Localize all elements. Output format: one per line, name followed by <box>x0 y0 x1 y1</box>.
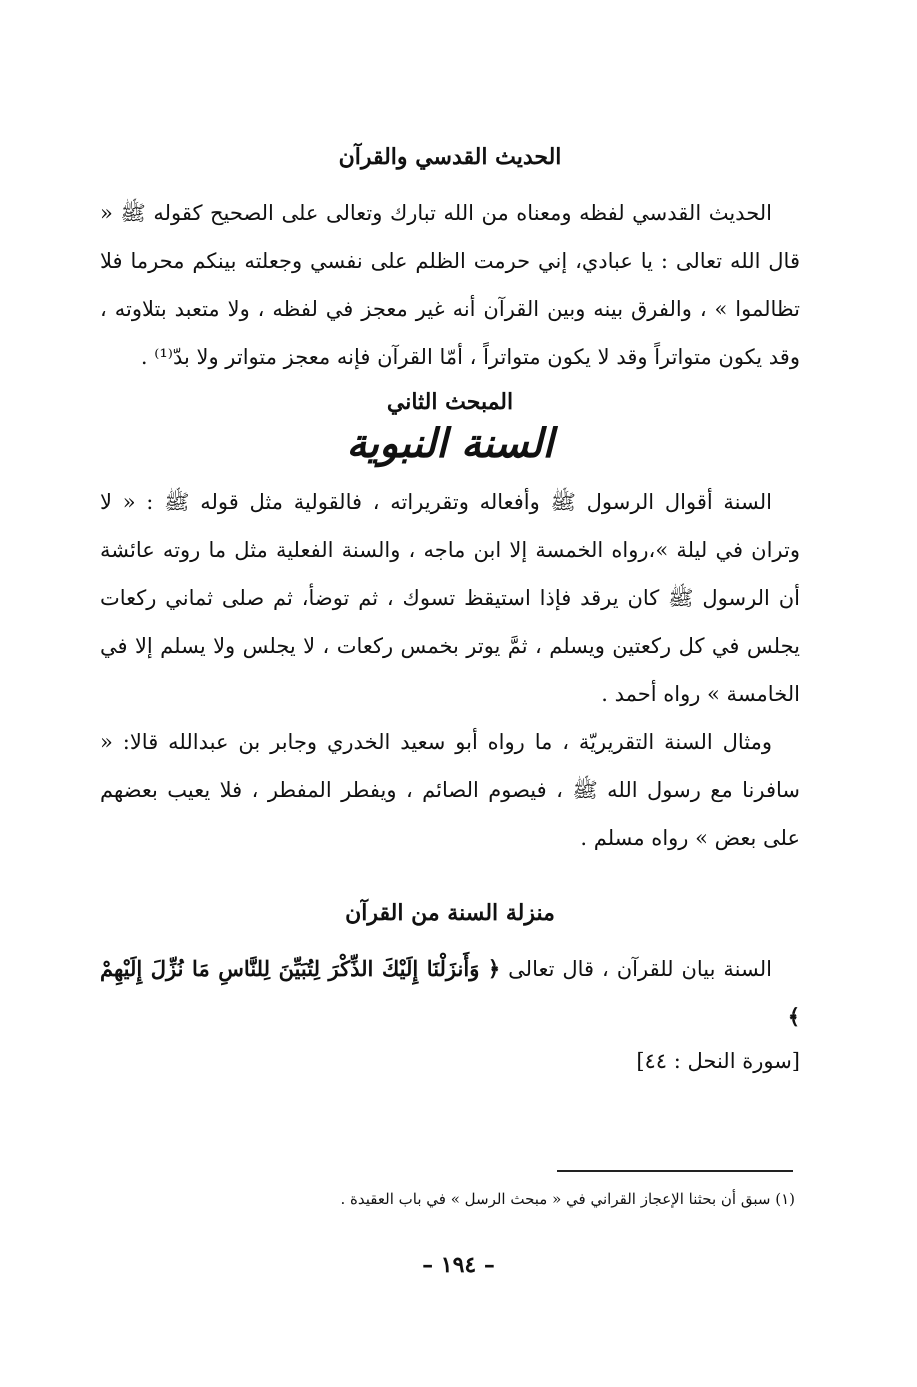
paragraph-sunnah-taqririyya: ومثال السنة التقريريّة ، ما رواه أبو سعيد الخدري وجابر بن عبدالله قالا: « سافرنا مع رسول الله ﷺ ، فيصوم الصائم ، ويفطر المفطر ، فلا يعيب بعضهم على بعض » رواه مسلم . <box>100 729 800 850</box>
sunnah-status-intro: السنة بيان للقرآن ، قال تعالى <box>508 957 772 982</box>
footnote: (١) سبق أن بحثنا الإعجاز القراني في « مبحث الرسل » في باب العقيدة . <box>340 1190 795 1208</box>
footnote-divider <box>557 1170 793 1172</box>
paragraph-hadith-qudsi: الحديث القدسي لفظه ومعناه من الله تبارك وتعالى على الصحيح كقوله ﷺ « قال الله تعالى : يا عبادي، إني حرمت الظلم على نفسي وجعلته بينكم محرما فلا تظالموا » ، والفرق بينه وبين القرآن أنه غير معجز في لفظه ، ولا متعبد بتلاوته ، وقد يكون متواتراً وقد لا يكون متواتراً ، أمّا القرآن فإنه معجز متواتر ولا بدّ⁽¹⁾ . <box>100 201 800 370</box>
page-number: – ١٩٤ – <box>422 1252 495 1278</box>
section-title-sunnah-status: منزلة السنة من القرآن <box>345 899 555 926</box>
chapter-subtitle: المبحث الثاني <box>386 389 514 416</box>
paragraph-sunnah-definition: السنة أقوال الرسول ﷺ وأفعاله وتقريراته ، فالقولية مثل قوله ﷺ : « لا وتران في ليلة »،رواه الخمسة إلا ابن ماجه ، والسنة الفعلية مثل ما روته عائشة أن الرسول ﷺ كان يرقد فإذا استيقظ تسوك ، ثم توضأ، ثم صلى ثماني ركعات يجلس في كل ركعتين ويسلم ، ثمَّ يوتر بخمس ركعات ، لا يجلس ولا يسلم إلا في الخامسة » رواه أحمد . <box>100 489 800 706</box>
chapter-title: السنة النبوية <box>346 419 554 467</box>
quran-verse: ﴿ وَأَنزَلْنَا إِلَيْكَ الذِّكْرَ لِتُبَيِّنَ لِلنَّاسِ مَا نُزِّلَ إِلَيْهِمْ ﴾ <box>100 956 800 1030</box>
page-content <box>100 140 800 1081</box>
section-title-hadith-qudsi: الحديث القدسي والقرآن <box>338 144 562 170</box>
verse-reference: [سورة النحل : ٤٤] <box>636 1049 800 1074</box>
paragraph-sunnah-status <box>100 945 800 1041</box>
